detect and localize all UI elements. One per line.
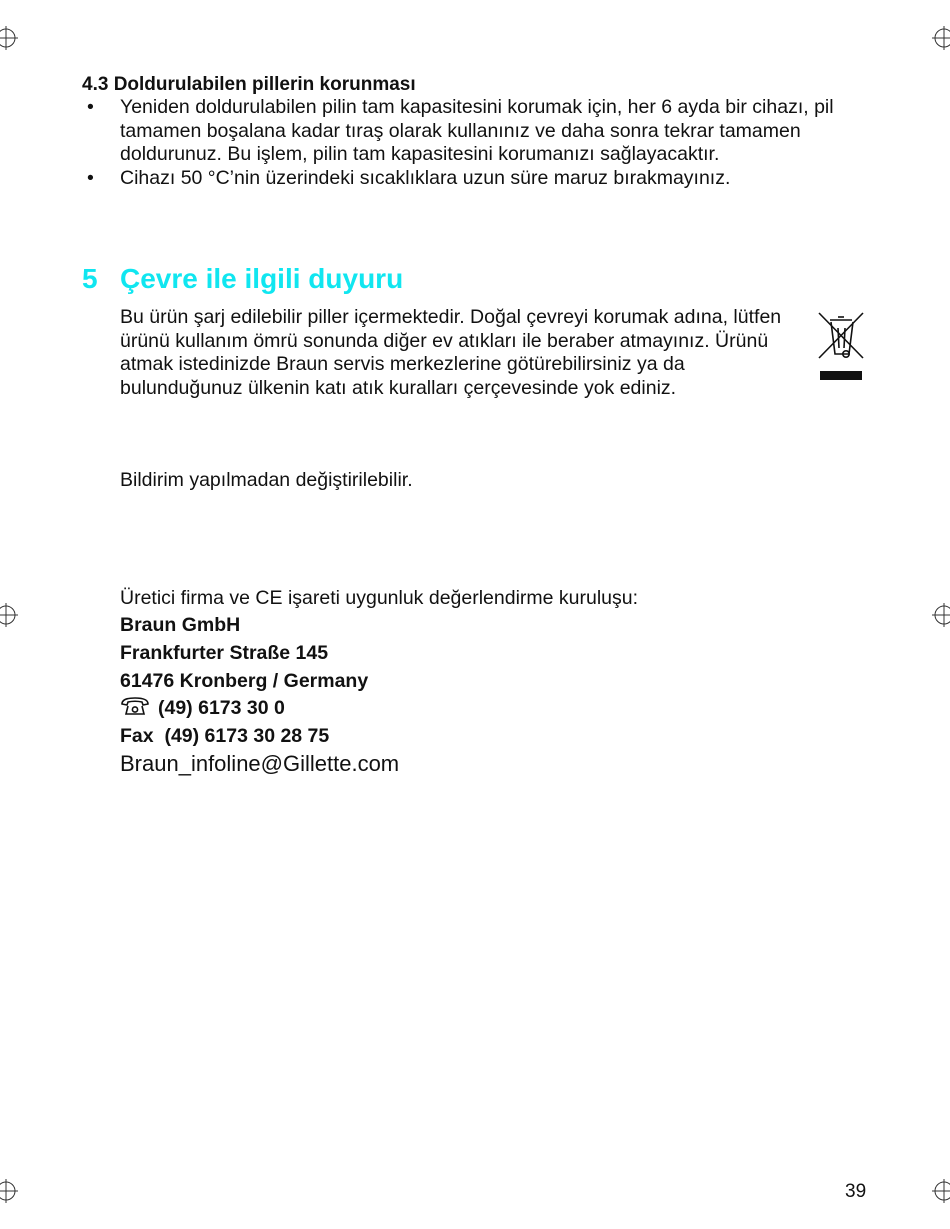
registration-mark-mid-left (0, 603, 18, 627)
list-item (82, 167, 882, 191)
fax-line (120, 724, 329, 748)
crossed-out-wheelie-bin-icon (816, 310, 866, 382)
fax-label: Fax (120, 725, 154, 747)
section-number: 5 (82, 263, 98, 294)
fax-number: (49) 6173 30 28 75 (164, 725, 330, 747)
bullet-text: Yeniden doldurulabilen pilin tam kapasitesini korumak için, her 6 ayda bir cihazı, pil tamamen boşalana kadar tıraş olarak kullanınız ve daha sonra tekrar tamamen doldurunuz. Bu işlem, pilin tam kapasitesini korumanızı sağlayacaktır. (120, 96, 834, 165)
registration-mark-bottom-left (0, 1179, 18, 1203)
street-address: Frankfurter Straße 145 (120, 642, 329, 664)
phone-line (120, 696, 285, 720)
bullet-marker: • (87, 96, 94, 118)
change-notice: Bildirim yapılmadan değiştirilebilir. (120, 469, 413, 491)
page-number: 39 (845, 1181, 867, 1202)
environmental-notice-text: Bu ürün şarj edilebilir piller içermektedir. Doğal çevreyi korumak adına, lütfen ürünü kullanım ömrü sonunda diğer ev atıkları ile beraber atmayınız. Ürünü atmak istedinizde Braun servis merkezlerine götürebilirsiniz ya da bulunduğunuz ülkenin katı atık kuralları çerçevesinde yok ediniz. (120, 306, 782, 399)
bullet-marker: • (87, 166, 94, 189)
section-title: Çevre ile ilgili duyuru (120, 263, 404, 294)
registration-mark-bottom-right (932, 1179, 950, 1203)
city-address: 61476 Kronberg / Germany (120, 670, 369, 692)
support-email: Braun_infoline@Gillette.com (120, 751, 400, 776)
phone-number: (49) 6173 30 0 (158, 697, 285, 719)
registration-mark-top-right (932, 26, 950, 50)
manufacturer-intro: Üretici firma ve CE işareti uygunluk değerlendirme kuruluşu: (120, 587, 639, 609)
section-4-3-bullet-list (82, 96, 882, 190)
section-4-3-heading: 4.3 Doldurulabilen pillerin korunması (82, 74, 416, 95)
registration-mark-top-left (0, 26, 18, 50)
company-name: Braun GmbH (120, 614, 241, 636)
telephone-icon (120, 696, 150, 716)
bullet-text: Cihazı 50 °C’nin üzerindeki sıcaklıklara uzun süre maruz bırakmayınız. (120, 166, 731, 189)
list-item (82, 96, 882, 167)
section-5-heading (82, 262, 403, 296)
registration-mark-mid-right (932, 603, 950, 627)
